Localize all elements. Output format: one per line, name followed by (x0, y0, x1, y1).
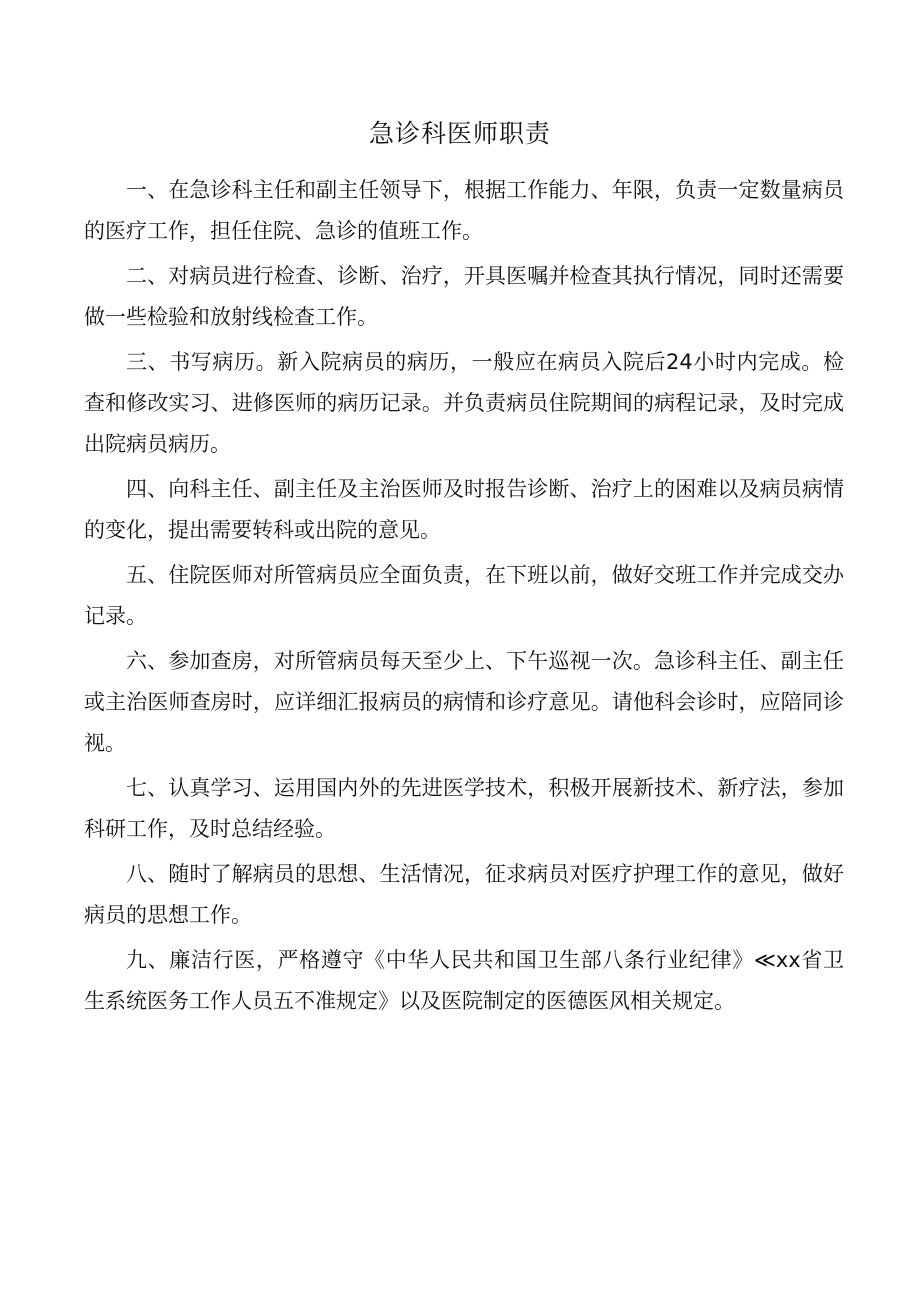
duty-paragraph-5: 五、住院医师对所管病员应全面负责，在下班以前，做好交班工作并完成交办记录。 (84, 563, 844, 628)
duty-paragraph-2: 二、对病员进行检查、诊断、治疗，开具医嘱并检查其执行情况，同时还需要做一些检验和放射线检查工作。 (84, 264, 844, 329)
duty-paragraph-4: 四、向科主任、副主任及主治医师及时报告诊断、治疗上的困难以及病员病情的变化，提出需要转科或出院的意见。 (84, 477, 844, 542)
duty-paragraph-7: 七、认真学习、运用国内外的先进医学技术，积极开展新技术、新疗法，参加科研工作，及时总结经验。 (84, 776, 844, 841)
duty-paragraph-3: 三、书写病历。新入院病员的病历，一般应在病员入院后24小时内完成。检查和修改实习、进修医师的病历记录。并负责病员住院期间的病程记录，及时完成出院病员病历。 (84, 350, 844, 456)
duty-paragraph-9: 九、廉洁行医，严格遵守《中华人民共和国卫生部八条行业纪律》≪xx省卫生系统医务工作人员五不准规定》以及医院制定的医德医风相关规定。 (84, 948, 844, 1013)
duty-paragraph-8: 八、随时了解病员的思想、生活情况，征求病员对医疗护理工作的意见，做好病员的思想工作。 (84, 862, 844, 927)
document-title: 急诊科医师职责 (368, 119, 551, 148)
duty-paragraph-6: 六、参加查房，对所管病员每天至少上、下午巡视一次。急诊科主任、副主任或主治医师查房时，应详细汇报病员的病情和诊疗意见。请他科会诊时，应陪同诊视。 (84, 649, 844, 755)
duty-paragraph-1: 一、在急诊科主任和副主任领导下，根据工作能力、年限，负责一定数量病员的医疗工作，担任住院、急诊的值班工作。 (84, 178, 844, 243)
document-body (84, 170, 844, 1026)
